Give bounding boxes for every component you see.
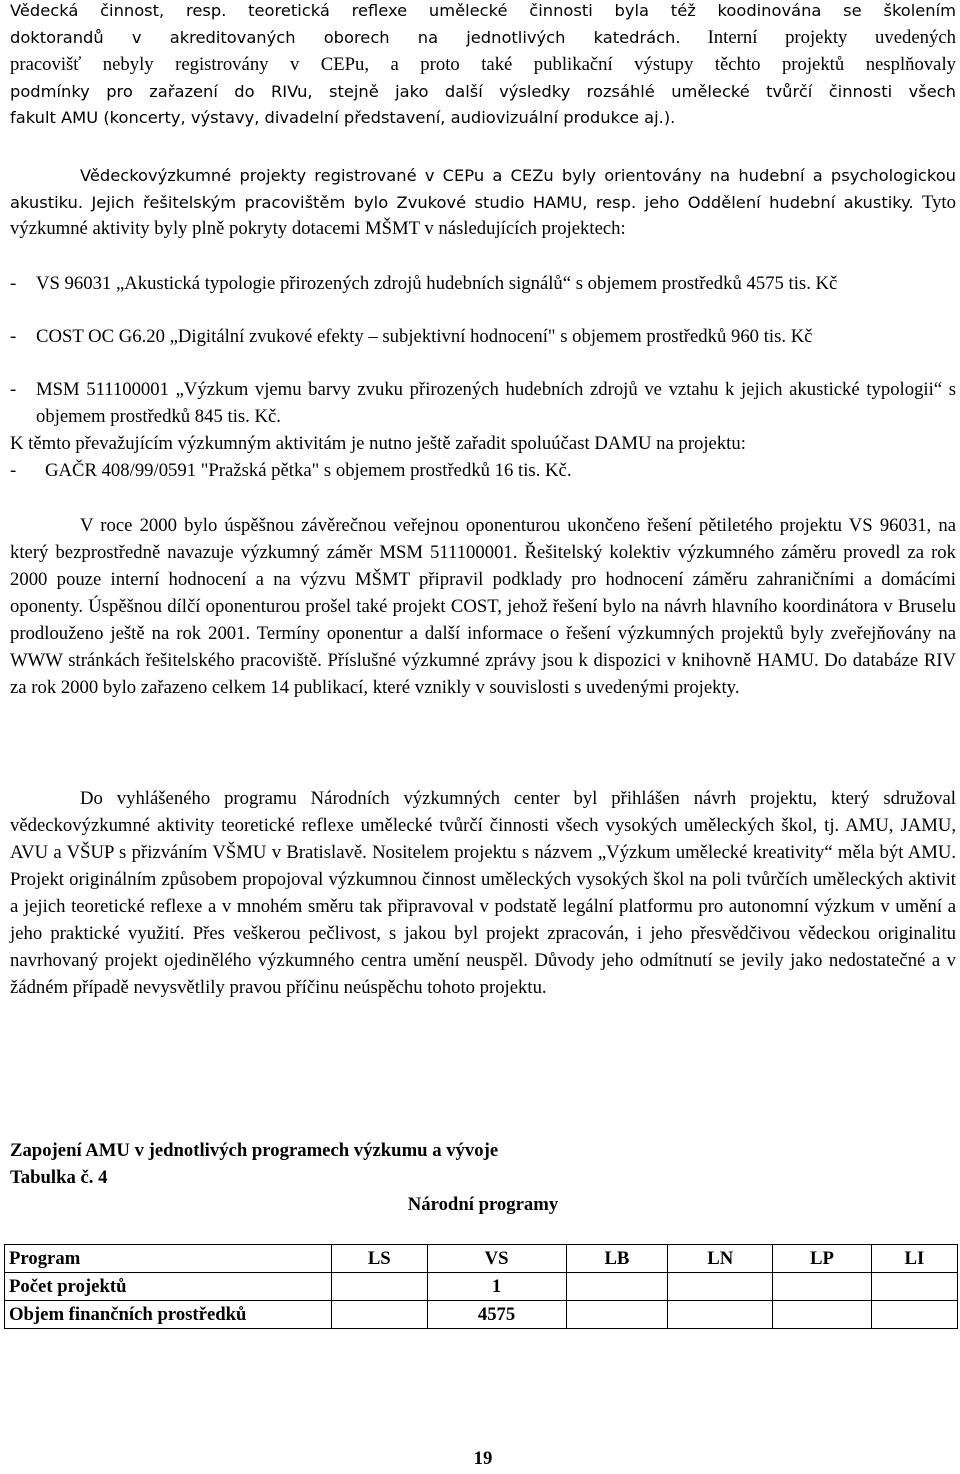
- paragraph-projects: Vědeckovýzkumné projekty registrované v CEPu a CEZu byly orientovány na hudební a psychologickou akustiku. Jejich řešitelským pracovištěm bylo Zvukové studio HAMU, resp. jeho Oddělení hudební akustiky. Tyto výzkumné aktivity byly plně pokryty dotacemi MŠMT v následujících projektech:: [10, 166, 956, 239]
- table-label: Tabulka č. 4: [10, 1167, 108, 1188]
- text-line: podmínky pro zařazení do RIVu, stejně jako další výsledky rozsáhlé umělecké tvůrčí činnosti všech: [10, 81, 956, 101]
- text-line: doktorandů v akreditovaných oborech na jednotlivých katedrách. Interní projekty uvedených: [10, 26, 956, 48]
- national-programs-table: [4, 1244, 958, 1329]
- table-row: [5, 1301, 958, 1329]
- table-cell: 4575: [427, 1301, 566, 1329]
- table-cell: [566, 1301, 668, 1329]
- table-cell: [332, 1273, 428, 1301]
- list-item: - MSM 511100001 „Výzkum vjemu barvy zvuku přirozených hudebních zdrojů ve vztahu k jejich akustické typologii“ s objemem prostředků 845 tis. Kč.: [10, 377, 956, 430]
- text-line: Vědecká činnost, resp. teoretická reflexe umělecké činnosti byla též koodinována se školením: [10, 1, 956, 20]
- table-cell: [668, 1301, 773, 1329]
- table-cell: [566, 1273, 668, 1301]
- table-cell: [871, 1301, 957, 1329]
- table-title: Národní programy: [407, 1194, 559, 1215]
- table-header-row: [5, 1245, 958, 1273]
- table-cell: Počet projektů: [5, 1273, 332, 1301]
- table-header-cell: LI: [871, 1245, 957, 1273]
- table-cell: [871, 1273, 957, 1301]
- paragraph-oponentura: V roce 2000 bylo úspěšnou závěrečnou veřejnou oponenturou ukončeno řešení pětiletého projektu VS 96031, na který bezprostředně navazuje výzkumný záměr MSM 511100001. Řešitelský kolektiv výzkumného záměru provedl za rok 2000 pouze interní hodnocení a na výzvu MŠMT připravil podklady pro hodnocení záměru zahraničními a domácími oponenty. Úspěšnou dílčí oponenturou prošel také projekt COST, jehož řešení bylo na návrh hlavního koordinátora v Bruselu prodlouženo ještě na rok 2001. Termíny oponentur a další informace o řešení výzkumných projektů byly zveřejňovány na WWW stránkách řešitelského pracoviště. Příslušné výzkumné zprávy jsou k dispozici v knihovně HAMU. Do databáze RIV za rok 2000 bylo zařazeno celkem 14 publikací, které vznikly v souvislosti s uvedenými projekty.: [10, 515, 956, 698]
- table-cell: [773, 1273, 872, 1301]
- paragraph-intro: [10, 0, 956, 132]
- table-cell: [773, 1301, 872, 1329]
- table-cell: [668, 1273, 773, 1301]
- table-header-cell: LP: [773, 1245, 872, 1273]
- section-heading: Zapojení AMU v jednotlivých programech výzkumu a vývoje: [10, 1140, 499, 1161]
- table-cell: Objem finančních prostředků: [5, 1301, 332, 1329]
- table-header-cell: VS: [427, 1245, 566, 1273]
- text-line: pracovišť nebyly registrovány v CEPu, a proto také publikační výstupy těchto projektů nesplňovaly: [10, 54, 956, 75]
- text-line: K těmto převažujícím výzkumným aktivitám je nutno ještě zařadit spoluúčast DAMU na projektu:: [10, 433, 746, 454]
- project-text: GAČR 408/99/0591 "Pražská pětka" s objemem prostředků 16 tis. Kč.: [45, 460, 572, 481]
- table-row: [5, 1273, 958, 1301]
- list-item: - VS 96031 „Akustická typologie přirozených zdrojů hudebních signálů“ s objemem prostředků 4575 tis. Kč: [10, 271, 956, 298]
- project-text: VS 96031 „Akustická typologie přirozených zdrojů hudebních signálů“ s objemem prostředků 4575 tis. Kč: [36, 273, 838, 294]
- paragraph-national-center: Do vyhlášeného programu Národních výzkumných center byl přihlášen návrh projektu, který sdružoval vědeckovýzkumné aktivity teoretické reflexe umělecké tvůrčí činnosti všech vysokých uměleckých škol, tj. AMU, JAMU, AVU a VŠUP s přizváním VŠMU v Bratislavě. Nositelem projektu s názvem „Výzkum umělecké kreativity“ měla být AMU. Projekt originálním způsobem propojoval výzkumnou činnost uměleckých vysokých škol na poli tvůrčích uměleckých aktivit a jejich teoretické reflexe a v mnohém směru tak připravoval v podstatě legální platformu pro autonomní výzkum v umění a jeho praktické využití. Přes veškerou pečlivost, s jakou byl projekt zpracován, i jeho přesvědčivou vědeckou originalitu navrhovaný projekt ojedinělého výzkumného centra umění neuspěl. Důvody jeho odmítnutí se jevily jako nedostatečné a v žádném případě nevysvětlily pravou příčinu neúspěchu tohoto projektu.: [10, 788, 956, 998]
- table-header-cell: Program: [5, 1245, 332, 1273]
- table-cell: 1: [427, 1273, 566, 1301]
- text-line: fakult AMU (koncerty, výstavy, divadelní představení, audiovizuální produkce aj.).: [10, 108, 676, 127]
- list-item: - GAČR 408/99/0591 "Pražská pětka" s objemem prostředků 16 tis. Kč.: [10, 458, 956, 485]
- list-item: - COST OC G6.20 „Digitální zvukové efekty – subjektivní hodnocení" s objemem prostředků 960 tis. Kč: [10, 324, 956, 351]
- table-header-cell: LB: [566, 1245, 668, 1273]
- table-header-cell: LN: [668, 1245, 773, 1273]
- project-text: COST OC G6.20 „Digitální zvukové efekty – subjektivní hodnocení" s objemem prostředků 960 tis. Kč: [36, 326, 813, 347]
- table-cell: [332, 1301, 428, 1329]
- project-text: MSM 511100001 „Výzkum vjemu barvy zvuku přirozených hudebních zdrojů ve vztahu k jejich akustické typologii“ s objemem prostředků 845 tis. Kč.: [36, 379, 956, 427]
- table-header-cell: LS: [332, 1245, 428, 1273]
- page-number: 19: [473, 1448, 493, 1469]
